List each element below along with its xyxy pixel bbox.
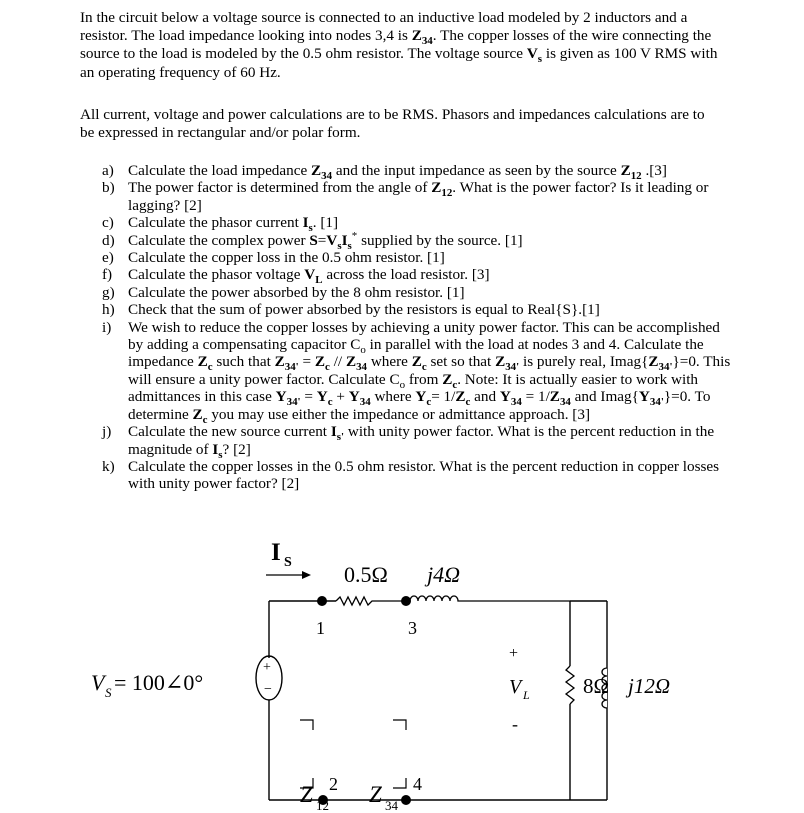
text-run: supplied by the source. [1] [357, 231, 523, 249]
question-item [102, 249, 732, 266]
question-item [102, 214, 732, 235]
text-run: c [202, 413, 208, 426]
text-run: * [351, 229, 358, 242]
text-run: 34' [505, 361, 520, 374]
text-run: c [207, 361, 213, 374]
text-run: Check that the sum of power absorbed by the resistors is equal to Real{S}.[1] [128, 301, 600, 319]
text-run: is purely real, Imag{ [519, 353, 649, 371]
question-item [102, 266, 732, 287]
question-label: h) [102, 301, 115, 319]
text-run: .[3] [641, 162, 667, 179]
source-minus: − [264, 682, 272, 697]
question-label: e) [102, 249, 114, 267]
text-run: 34 [356, 361, 368, 374]
z34-bracket-bottom [393, 778, 406, 788]
text-run: Calculate the copper losses in the 0.5 ohm resistor. What is the percent reduction in copper losses with unity power factor? [2] [128, 457, 720, 493]
text-run: from [405, 370, 443, 388]
question-text [128, 266, 490, 287]
question-label: f) [102, 266, 113, 284]
text-run: I [330, 423, 337, 441]
text-run: Y [415, 388, 427, 406]
text-run: V [326, 231, 338, 249]
question-label: c) [102, 214, 114, 232]
current-label: I [271, 539, 281, 566]
text-run: 12 [441, 187, 453, 200]
text-run: ? [2] [222, 440, 251, 458]
text-run: // [329, 353, 346, 371]
text-run: o [399, 378, 406, 391]
text-run: Z [648, 353, 659, 371]
text-run: I [341, 231, 348, 249]
resistor-8-ohm [566, 666, 574, 704]
text-run: is given as 100 V RMS with an operating frequency of 60 Hz. [80, 45, 718, 81]
text-run: Calculate the new source current [128, 423, 331, 441]
inductor-j4-ohm [404, 596, 570, 601]
question-text [128, 214, 339, 235]
text-run: = [317, 231, 327, 249]
vl-minus: - [512, 714, 518, 734]
text-run: set so that [426, 353, 496, 371]
text-run: such that [212, 353, 275, 371]
text-run: c [465, 396, 471, 409]
resistor-0.5-ohm [336, 597, 404, 605]
text-run: V [526, 45, 538, 63]
text-run: Z [549, 388, 560, 406]
text-run: and the input impedance as seen by the source [332, 162, 621, 179]
text-run: 12 [630, 170, 642, 183]
question-text [128, 423, 715, 461]
text-run: with unity power factor. What is the percent reduction in the magnitude of [128, 423, 715, 458]
text-run: c [325, 361, 330, 374]
question-item [102, 458, 732, 493]
vl-subscript: L [523, 688, 530, 702]
question-label: k) [102, 457, 115, 475]
text-run: s' [336, 431, 345, 444]
text-run: 34' [658, 361, 673, 374]
text-run: Y [499, 388, 511, 406]
text-run: . The copper losses of the wire connecting the source to the load is modeled by the 0.5 ohm resistor. The voltage source [80, 27, 712, 63]
question-text [128, 162, 667, 183]
question-item [102, 229, 732, 252]
text-run: Y [316, 388, 328, 406]
text-run: Z [311, 162, 322, 179]
text-run: 34 [510, 396, 522, 409]
text-run: Z [192, 405, 203, 423]
node-4-dot [401, 795, 411, 805]
question-item [102, 318, 732, 426]
text-run: Z [314, 353, 326, 371]
source-value: = 100∠0° [114, 670, 204, 695]
text-run: Z [442, 370, 453, 388]
z12-bracket-top [300, 720, 313, 730]
text-run: Y [638, 388, 650, 406]
text-run: s [347, 239, 352, 252]
r8-label: 8Ω [583, 674, 610, 698]
text-run: + [332, 388, 349, 406]
current-subscript: S [284, 555, 292, 570]
z34-bracket-top [393, 720, 406, 730]
node-3-label: 3 [408, 618, 417, 638]
text-run: The power factor is determined from the angle of [128, 179, 432, 197]
text-run: s [308, 222, 313, 235]
text-run: and [470, 388, 500, 406]
question-text [128, 249, 445, 266]
question-text [128, 458, 719, 492]
question-label: d) [102, 231, 115, 249]
circuit-diagram [0, 530, 804, 813]
text-run: . What is the power factor? Is it leading or lagging? [2] [128, 179, 709, 214]
question-text [128, 284, 465, 301]
text-run: Calculate the complex power [128, 231, 310, 249]
question-item [102, 179, 732, 214]
resistor-label: 0.5Ω [344, 562, 388, 587]
text-run: Calculate the phasor current [128, 214, 303, 232]
text-run: c [452, 378, 458, 391]
question-label: j) [102, 423, 112, 441]
z12-subscript: 12 [316, 798, 329, 813]
question-label: i) [102, 318, 112, 336]
text-run: Z [274, 353, 285, 371]
text-run: 34 [359, 396, 371, 409]
vl-label: V [509, 676, 522, 698]
question-text [128, 318, 731, 426]
vl-plus: + [509, 645, 519, 662]
text-run: c [327, 396, 333, 409]
text-run: and Imag{ [570, 388, 639, 406]
text-run: = [300, 388, 317, 406]
text-run: where [370, 388, 416, 406]
question-item [102, 162, 732, 183]
text-run: where [367, 353, 412, 371]
text-run: s [218, 448, 223, 461]
note-paragraph: All current, voltage and power calculations are to be RMS. Phasors and impedances calculations are to be expressed in rectangular and/or polar form. [80, 106, 705, 142]
text-run: 34 [559, 396, 571, 409]
text-run: 34' [284, 361, 299, 374]
text-run: . [1] [312, 214, 339, 232]
text-run: Calculate the copper loss in the 0.5 ohm resistor. [1] [128, 249, 445, 267]
text-run: We wish to reduce the copper losses by achieving a unity power factor. This can be accomplished by adding a compensating capacitor C [128, 318, 720, 354]
text-run: Y [348, 388, 360, 406]
text-run: S [309, 231, 318, 249]
question-text [128, 301, 600, 318]
question-label: a) [102, 162, 114, 179]
text-run: = [298, 353, 315, 371]
text-run: Z [455, 388, 466, 406]
text-run: c [426, 396, 432, 409]
node-2-label: 2 [329, 774, 338, 794]
text-run: 34 [321, 170, 333, 183]
text-run: 34' [649, 396, 664, 409]
text-run: Z [345, 353, 357, 371]
question-item [102, 423, 732, 461]
text-run: V [304, 266, 316, 284]
text-run: 34' [286, 396, 301, 409]
node-4-label: 4 [413, 774, 422, 794]
question-label: g) [102, 283, 115, 301]
question-text [128, 229, 523, 252]
node-1-label: 1 [316, 618, 325, 638]
inductor-label: j4Ω [427, 562, 461, 587]
text-run: s [537, 53, 543, 66]
source-plus: + [263, 660, 271, 675]
node-3-dot [401, 596, 411, 606]
question-text [128, 179, 708, 213]
text-run: L [315, 274, 323, 287]
text-run: across the load resistor. [3] [322, 266, 490, 284]
text-run: = 1/ [431, 388, 456, 406]
text-run: Calculate the power absorbed by the 8 ohm resistor. [1] [128, 283, 465, 301]
text-run: I [302, 214, 309, 232]
z34-label: Z [369, 782, 382, 807]
text-run: In the circuit below a voltage source is connected to an inductive load modeled by 2 inductors and a resistor. The load impedance looking into nodes 3,4 is [80, 9, 688, 45]
text-run: Y [275, 388, 287, 406]
text-run: I [212, 440, 219, 458]
text-run: you may use either the impedance or admittance approach. [3] [207, 405, 591, 423]
text-run: 34 [421, 35, 433, 48]
source-subscript: S [105, 685, 112, 700]
current-arrow [266, 571, 311, 579]
text-run: . Note: It is actually easier to work with admittances in this case [128, 370, 699, 406]
text-run: = 1/ [521, 388, 550, 406]
intro-paragraph [80, 9, 720, 82]
text-run: Calculate the phasor voltage [128, 266, 305, 284]
text-run: Z [431, 179, 442, 197]
text-run: }=0. This will ensure a unity power factor. Calculate C [128, 353, 731, 388]
question-list [102, 162, 732, 493]
z12-label: Z [300, 782, 313, 807]
text-run: o [360, 344, 366, 357]
ind12-label: j12Ω [628, 674, 671, 698]
question-label: b) [102, 179, 115, 197]
z34-subscript: 34 [385, 798, 398, 813]
text-run: Calculate the load impedance [128, 162, 312, 179]
text-run: c [421, 361, 427, 374]
text-run: }=0. To determine [128, 388, 711, 423]
text-run: Z [411, 353, 422, 371]
text-run: s [337, 239, 342, 252]
text-run: Z [620, 162, 631, 179]
text-run: in parallel with the load at nodes 3 and 4. Calculate the impedance [128, 336, 704, 371]
question-item [102, 301, 732, 318]
text-run: Z [495, 353, 506, 371]
question-item [102, 284, 732, 301]
text-run: Z [197, 353, 208, 371]
text-run: Z [411, 27, 422, 45]
node-1-dot [317, 596, 327, 606]
source-label: V [91, 670, 105, 695]
